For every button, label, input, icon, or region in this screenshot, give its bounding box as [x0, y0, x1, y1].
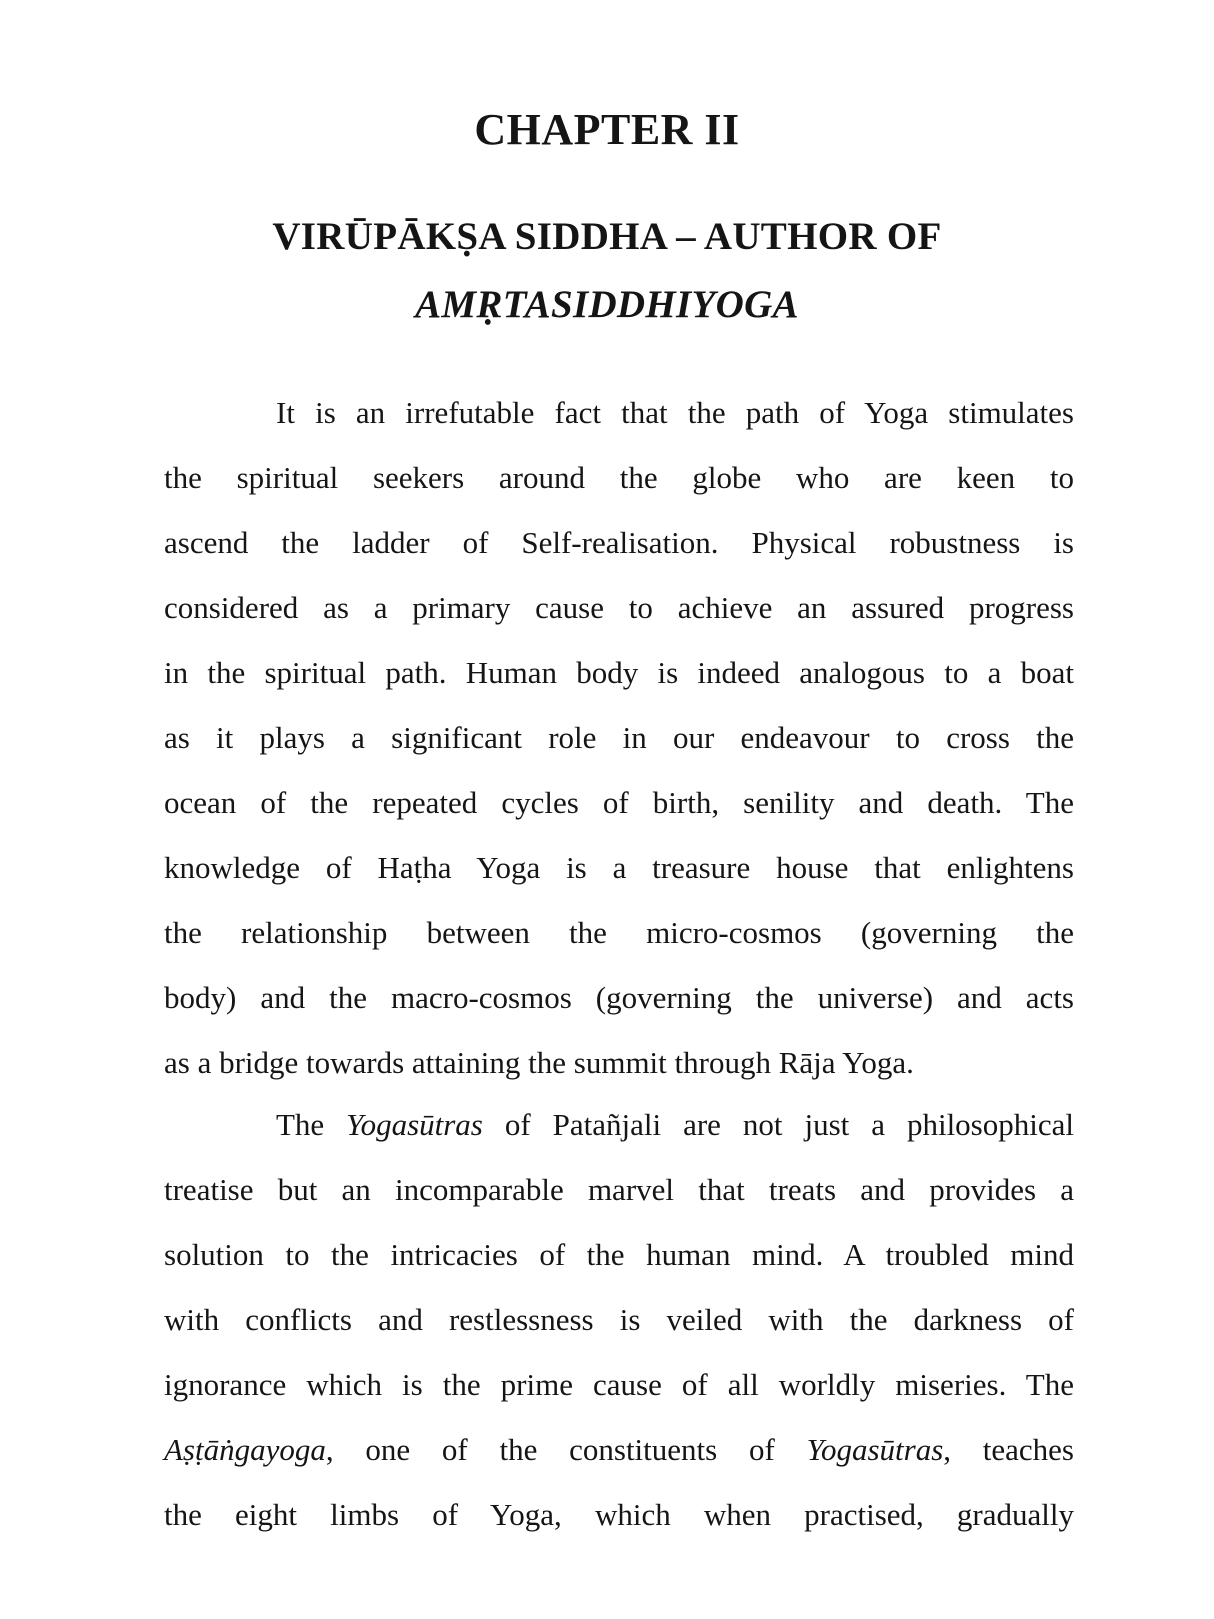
chapter-title — [0, 203, 1214, 339]
paragraph-line: as a bridge towards attaining the summit through Rāja Yoga. — [164, 1045, 914, 1080]
paragraph-line: ignorance which is the prime cause of all worldly miseries. The — [164, 1367, 1074, 1402]
paragraph-line: treatise but an incomparable marvel that treats and provides a — [164, 1172, 1074, 1207]
paragraph-line: solution to the intricacies of the human mind. A troubled mind — [164, 1237, 1074, 1272]
paragraph-line: in the spiritual path. Human body is indeed analogous to a boat — [164, 655, 1074, 690]
text-run: The — [276, 1107, 347, 1142]
text-run: , teaches — [943, 1432, 1074, 1467]
paragraph-1 — [164, 380, 1074, 1095]
chapter-title-line-1: VIRŪPĀKṢA SIDDHA – AUTHOR OF — [272, 215, 942, 258]
paragraph-line: the eight limbs of Yoga, which when practised, gradually — [164, 1497, 1074, 1532]
paragraph-line: considered as a primary cause to achieve an assured progress — [164, 590, 1074, 625]
chapter-heading: CHAPTER II — [474, 105, 740, 154]
italic-term: Yogasūtras — [346, 1107, 483, 1142]
paragraph-line: the relationship between the micro-cosmos (governing the — [164, 915, 1074, 950]
paragraph-line: ascend the ladder of Self-realisation. Physical robustness is — [164, 525, 1074, 560]
italic-term: Aṣṭāṅgayoga — [164, 1432, 326, 1467]
text-run: of Patañjali are not just a philosophical — [482, 1107, 1074, 1142]
paragraph-line — [164, 1092, 1074, 1157]
paragraph-2 — [164, 1092, 1074, 1547]
paragraph-line: ocean of the repeated cycles of birth, senility and death. The — [164, 785, 1074, 820]
paragraph-line — [164, 1417, 1074, 1482]
chapter-title-line-2: AMṚTASIDDHIYOGA — [415, 283, 799, 326]
paragraph-line: body) and the macro-cosmos (governing the universe) and acts — [164, 980, 1074, 1015]
italic-term: Yogasūtras — [806, 1432, 944, 1467]
paragraph-line: as it plays a significant role in our endeavour to cross the — [164, 720, 1074, 755]
paragraph-line: It is an irrefutable fact that the path of Yoga stimulates — [276, 395, 1074, 430]
paragraph-line: with conflicts and restlessness is veiled with the darkness of — [164, 1302, 1074, 1337]
paragraph-line: the spiritual seekers around the globe who are keen to — [164, 460, 1074, 495]
paragraph-line: knowledge of Haṭha Yoga is a treasure house that enlightens — [164, 850, 1074, 885]
text-run: , one of the constituents of — [325, 1432, 807, 1467]
